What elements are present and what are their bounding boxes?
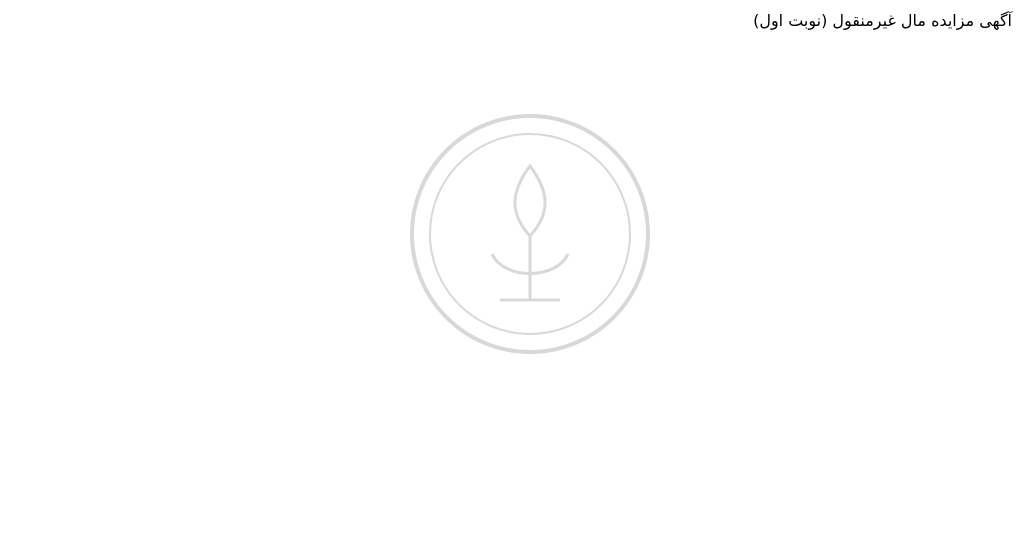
notice-title: آگهی مزایده مال غیرمنقول (نوبت اول) [753, 11, 1012, 30]
court-seal-watermark [400, 104, 660, 364]
